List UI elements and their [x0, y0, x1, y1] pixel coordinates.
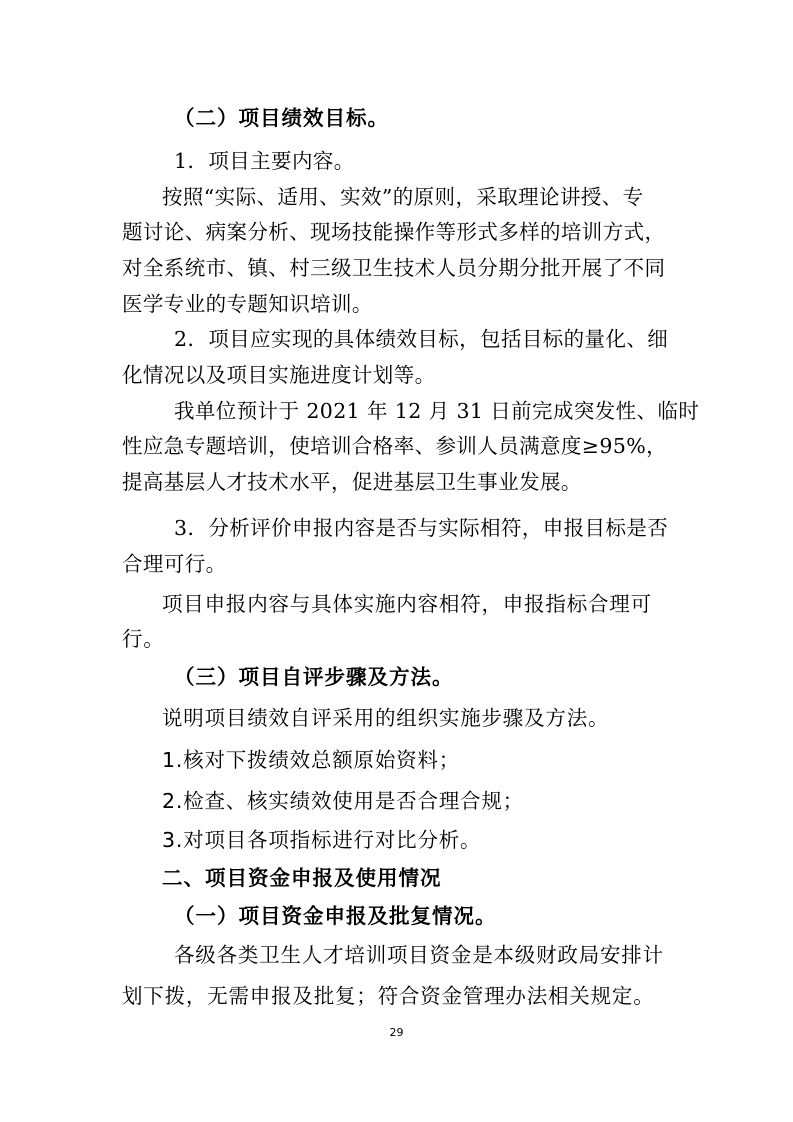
paragraph-line: 行。 — [122, 627, 165, 651]
section-heading-3: （三）项目自评步骤及方法。 — [174, 665, 454, 689]
paragraph-line: 划下拨，无需申报及批复；符合资金管理办法相关规定。 — [122, 984, 655, 1008]
paragraph-line: 医学专业的专题知识培训。 — [122, 292, 373, 316]
paragraph-line: 项目申报内容与具体实施内容相符，申报指标合理可 — [162, 592, 652, 616]
paragraph-line: 按照“实际、适用、实效”的原则，采取理论讲授、专 — [162, 185, 644, 209]
paragraph-line: 题讨论、病案分析、现场技能操作等形式多样的培训方式， — [122, 220, 666, 244]
paragraph-line: 合理可行。 — [122, 552, 227, 576]
list-item: 3.对项目各项指标进行对比分析。 — [162, 828, 482, 852]
paragraph-line: 化情况以及项目实施进度计划等。 — [122, 363, 436, 387]
section-heading-2: （二）项目绩效目标。 — [174, 106, 389, 130]
paragraph-line: 各级各类卫生人才培训项目资金是本级财政局安排计 — [174, 943, 664, 967]
paragraph-line: 提高基层人才技术水平，促进基层卫生事业发展。 — [122, 470, 582, 494]
chapter-heading: 二、项目资金申报及使用情况 — [162, 866, 442, 890]
page-number: 29 — [389, 1026, 404, 1039]
paragraph-line: 说明项目绩效自评采用的组织实施步骤及方法。 — [162, 706, 610, 730]
paragraph-line: 2．项目应实现的具体绩效目标，包括目标的量化、细 — [174, 327, 669, 351]
paragraph-line: 3．分析评价申报内容是否与实际相符，申报目标是否 — [174, 516, 669, 540]
list-item: 1.核对下拨绩效总额原始资料； — [162, 748, 461, 772]
paragraph-line: 我单位预计于 2021 年 12 月 31 日前完成突发性、临时 — [174, 399, 700, 423]
section-heading-1: （一）项目资金申报及批复情况。 — [174, 904, 497, 928]
paragraph-line: 对全系统市、镇、村三级卫生技术人员分期分批开展了不同 — [122, 256, 666, 280]
paragraph-line: 性应急专题培训，使培训合格率、参训人员满意度≥95%， — [122, 434, 668, 458]
list-item: 2.检查、核实绩效使用是否合理合规； — [162, 789, 524, 813]
paragraph-line: 1．项目主要内容。 — [174, 149, 355, 173]
